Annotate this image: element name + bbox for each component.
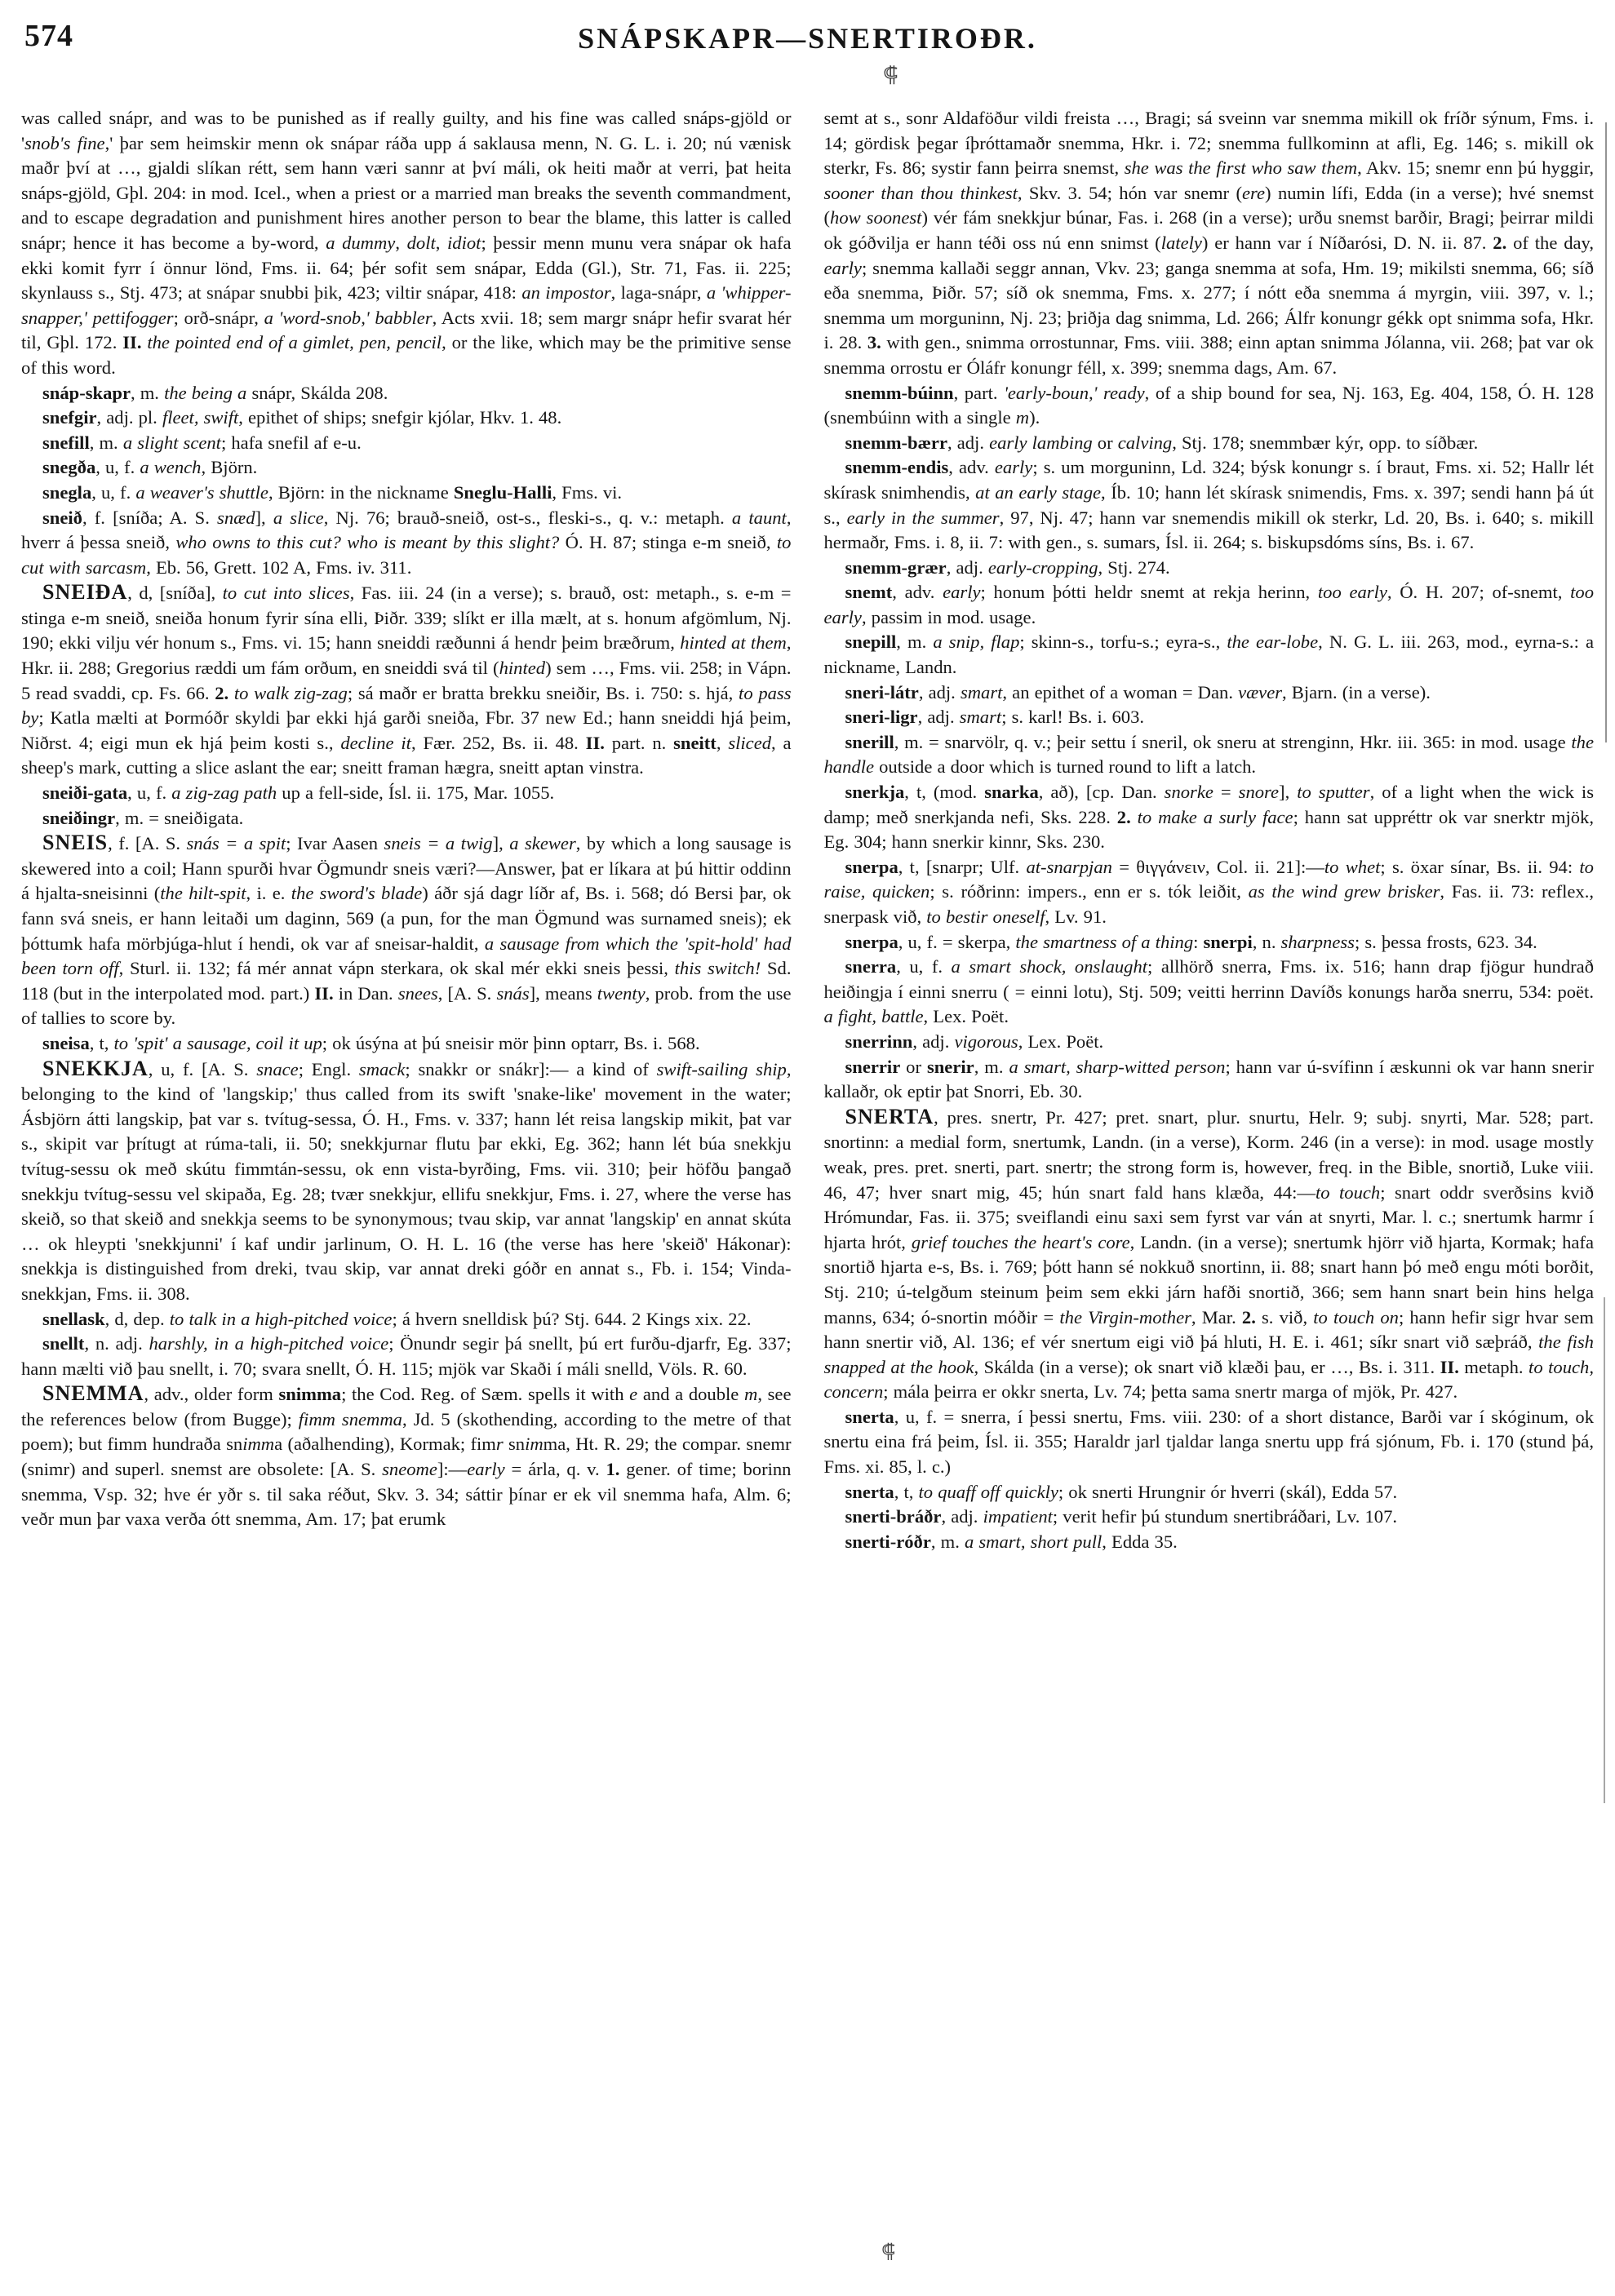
dictionary-entry: SNEMMA, adv., older form snimma; the Cod. Reg. of Sæm. spells it with e and a double m, see the references below (from Bugge); fimm snemma, Jd. 5 (skothending, according to the metre of that poem); but fimm hundraða snimma (aðalhending), Kormak; fimr snimma, Ht. R. 29; the compar. snemr (snimr) and superl. snemst are obsolete: [A. S. sneome]:—early = árla, q. v. 1. gener. of time; borinn snemma, Vsp. 32; hve ér yðr s. til saka réðut, Skv. 3. 34; sáttir þínar er ek vil snemma hafa, Alm. 6; veðr mun þar vaxa verða ótt snemma, Am. 17; þat erumk [21, 1381, 792, 1530]
dictionary-entry: sneið, f. [sníða; A. S. snæd], a slice, Nj. 76; brauð-sneið, ost-s., fleski-s., q. v.: metaph. a taunt, hverr á þessa sneið, who owns to this cut? who is meant by this slight? Ó. H. 87; stinga e-m sneið, to cut with sarcasm, Eb. 56, Grett. 102 A, Fms. iv. 311. [21, 507, 792, 578]
dictionary-entry: snegða, u, f. a wench, Björn. [42, 457, 258, 478]
dictionary-entry: snáp-skapr, m. the being a snápr, Skálda 208. [42, 382, 388, 403]
dictionary-entry: snerill, m. = snarvölr, q. v.; þeir settu í sneril, ok sneru at strenginn, Hkr. iii. 365: in mod. usage the handle outside a door which is turned round to lift a latch. [823, 731, 1594, 778]
dictionary-entry: snerrir or snerir, m. a smart, sharp-witted person; hann var ú-svífinn í æskunni ok var hann snerir kallaðr, ok eptir þat Snorri, Eb. 30. [823, 1056, 1594, 1102]
dictionary-entry: sneri-látr, adj. smart, an epithet of a woman = Dan. væver, Bjarn. (in a verse). [845, 681, 1431, 703]
dictionary-entry: snerta, t, to quaff off quickly; ok snerti Hrungnir ór hverri (skál), Edda 57. [845, 1481, 1398, 1502]
dictionary-entry: sneiðingr, m. = sneiðigata. [42, 807, 244, 828]
dictionary-columns [0, 106, 1615, 1554]
scan-edge-line [1604, 1297, 1605, 1803]
dictionary-entry: snerrinn, adj. vigorous, Lex. Poët. [845, 1031, 1104, 1052]
page-title: SNÁPSKAPR—SNERTIROÐR. [578, 22, 1037, 55]
dictionary-entry: was called snápr, and was to be punished as if really guilty, and his fine was called snáps-gjöld or 'snob's fine,' þar sem heimskir menn ok snápar ráða upp á saklausa menn, N. G. L. i. 20; nú vænisk maðr því at …, gjaldi slíkan rétt, sem hann væri sannr at því máli, ok heiti maðr at verri, þat heita snáps-gjöld, Gþl. 204: in mod. Icel., when a priest or a married man breaks the seventh commandment, and to escape degradation and punishment hires another person to bear the blame, this latter is called snápr; hence it has become a by-word, a dummy, dolt, idiot; þessir menn munu vera snápar ok hafa ekki komit fyrr í önnur lönd, Fms. ii. 64; þér sofit sem snápar, Edda (Gl.), Str. 71, Fas. ii. 225; skynlauss s., Stj. 473; at snápar snubbi þik, 423; viltir snápar, 418: an impostor, laga-snápr, a 'whipper-snapper,' pettifogger; orð-snápr, a 'word-snob,' babbler, Acts xvii. 18; sem margr snápr hefir svarat hér til, Gþl. 172. II. the pointed end of a gimlet, pen, pencil, or the like, which may be the primitive sense of this word. [21, 108, 792, 378]
dictionary-entry: snerti-bráðr, adj. impatient; verit hefir þú stundum snertibráðari, Lv. 107. [845, 1506, 1398, 1527]
dictionary-entry: snellask, d, dep. to talk in a high-pitched voice; á hvern snelldisk þú? Stj. 644. 2 Kings xix. 22. [42, 1308, 752, 1329]
dictionary-entry: snellt, n. adj. harshly, in a high-pitched voice; Önundr segir þá snellt, þú ert furðu-djarfr, Eg. 337; hann mælti við þau snellt, i. 70; svara snellt, Ó. H. 115; mjök var Skaði í máli snelld, Völs. R. 60. [21, 1333, 792, 1379]
dictionary-entry: snerra, u, f. a smart shock, onslaught; allhörð snerra, Fms. ix. 516; hann drap fjögur hundrað heiðingja í einni snerru ( = einni lotu), Stj. 509; veitti herrinn Davíðs konungs harða snerru, 534: poët. a fight, battle, Lex. Poët. [823, 956, 1595, 1027]
dictionary-entry: snerti-róðr, m. a smart, short pull, Edda 35. [845, 1531, 1178, 1552]
page-header [0, 0, 1615, 106]
dictionary-entry: SNEIS, f. [A. S. snás = a spit; Ivar Aasen sneis = a twig], a skewer, by which a long sausage is skewered into a coil; Hann spurði hvar Ögmundr sneis væri?—Answer, þat er líkara at þú hittir oddinn á hjalta-sneisinni (the hilt-spit, i. e. the sword's blade) áðr sjá dagr líðr af, Bs. i. 568; dó Bersi þar, ok fann svá sneis, er hann leitaði um daginn, 569 (a pun, for the man Ögmund was surnamed sneis); ek þóttumk hafa mörbjúga-hlut í hendi, ok var af sneisar-haldit, a sausage from which the 'spit-hold' had been torn off, Sturl. ii. 132; fá mér annat vápn sterkara, ok skal mér ekki sneis þessi, this switch! Sd. 118 (but in the interpolated mod. part.) II. in Dan. snees, [A. S. snás], means twenty, prob. from the use of tallies to score by. [21, 831, 792, 1029]
page-number: 574 [24, 19, 73, 53]
dictionary-entry: sneisa, t, to 'spit' a sausage, coil it up; ok úsýna at þú sneisir mör þinn optarr, Bs. i. 568. [42, 1032, 700, 1053]
dictionary-entry: snemm-grær, adj. early-cropping, Stj. 274. [845, 556, 1170, 578]
dictionary-entry: snefill, m. a slight scent; hafa snefil af e-u. [42, 432, 362, 453]
dictionary-entry: SNERTA, pres. snertr, Pr. 427; pret. snart, plur. snurtu, Helr. 9; subj. snyrti, Mar. 528; part. snortinn: a medial form, snertumk, Landn. (in a verse), Korm. 246 (in a verse): in mod. usage mostly weak, pres. pret. snerti, part. snertr; the strong form is, however, freq. in the Bible, snortið, Luke viii. 46, 47; hver snart mig, 45; hún snart fald hans klæða, 44:—to touch; snart oddr sverðsins kvið Hrómundar, Fas. ii. 375; sveiflandi einu saxi sem fyrst var ván at snyrti, Mar. l. c.; snertumk harmr í hjarta hrót, grief touches the heart's core, Landn. (in a verse); snertumk hjörr við hjarta, Kormak; hafa snortið hjarta e-s, Bs. i. 769; þótt hann sé nokkuð snortinn, ii. 88; snart hann þó með engu móti borðit, Stj. 210; ú-telgðum steinum þeim sem ekki járn hafði snortið, 366; sem hann snart bein hins helga manns, 634; ó-snortin móðir = the Virgin-mother, Mar. 2. s. við, to touch on; hann hefir sigr hvar sem hann snertir við, Al. 136; ef vér snertum eigi við þá hluti, H. E. i. 461; síkr snart við sæþráð, the fish snapped at the hook, Skálda (in a verse); ok snart við klæði þau, er …, Bs. i. 311. II. metaph. to touch, concern; mála þeirra er okkr snerta, Lv. 74; þetta sama snertr marga of mjök, Pr. 427. [823, 1104, 1595, 1403]
dictionary-entry: snefgir, adj. pl. fleet, swift, epithet of ships; snefgir kjólar, Hkv. 1. 48. [42, 407, 562, 428]
dictionary-entry: snemm-búinn, part. 'early-boun,' ready, of a ship bound for sea, Nj. 163, Eg. 404, 158, Ó. H. 128 (snembúinn with a single m). [823, 382, 1594, 428]
scan-edge-line [1605, 122, 1607, 742]
dictionary-entry: snepill, m. a snip, flap; skinn-s., torfu-s.; eyra-s., the ear-lobe, N. G. L. iii. 263, mod., eyrna-s.: a nickname, Landn. [823, 632, 1594, 678]
left-column [21, 106, 792, 1554]
dictionary-entry: snemt, adv. early; honum þótti heldr snemt at rekja herinn, too early, Ó. H. 207; of-snemt, too early, passim in mod. usage. [823, 582, 1595, 627]
scan-artifact-mark: ⸿ [881, 2241, 896, 2263]
dictionary-entry: snemm-endis, adv. early; s. um morguninn, Ld. 324; býsk konungr s. í braut, Fms. xi. 52; Hallr lét skírask snimhendis, at an early stage, Íb. 10; hann lét skírask snimendis, Fms. x. 397; sendi hann þá út s., early in the summer, 97, Nj. 47; hann var snemendis mikill ok sterkr, Ld. 20, Bs. i. 640; s. mikill hermaðr, Fms. i. 8, ii. 7: with gen., s. sumars, Ísl. ii. 264; s. biskupsdóms síns, Bs. i. 67. [823, 457, 1594, 553]
dictionary-entry: snerpa, u, f. = skerpa, the smartness of a thing: snerpi, n. sharpness; s. þessa frosts, 623. 34. [845, 931, 1537, 952]
dictionary-entry: sneri-ligr, adj. smart; s. karl! Bs. i. 603. [845, 707, 1145, 728]
dictionary-entry: snerta, u, f. = snerra, í þessi snertu, Fms. viii. 230: of a short distance, Barði var í skóginum, ok snertu eina frá þeim, Ísl. ii. 355; Haraldr jarl tjaldar langa snertu upp frá sjónum, Fb. i. 170 (stund þá, Fms. xi. 85, l. c.) [823, 1406, 1594, 1478]
dictionary-entry: snemm-bærr, adj. early lambing or calving, Stj. 178; snemmbær kýr, opp. to síðbær. [845, 432, 1479, 453]
dictionary-entry: SNEKKJA, u, f. [A. S. snace; Engl. smack; snakkr or snákr]:— a kind of swift-sailing ship, belonging to the kind of 'langskip;' thus called from its swift 'snake-like' movement in the water; Ásbjörn átti langskip, þat var s. tvítug-sessa, Ó. H., Fms. v. 337; hann lét reisa langskip mikit, þat var s., skipit var þrítugt at rúma-tali, ii. 50; snekkjurnar flutu þar ekki, Eg. 362; hann lét búa snekkju tvítug-sessu ok með skútu fimmtán-sessu, ok enn vista-byrðing, Fms. vii. 310; þeir höfðu þangað snekkju tvítug-sessu vel skipaða, Eg. 28; tvær snekkjur, ellifu snekkjur, Fms. i. 27, where the verse has skeið, so that skeið and snekkja seems to be synonymous; tvau skip, var annat 'langskip' en annat skúta … ok hleypti 'snekkjunni' í kaf undir jarlinum, O. H. L. 16 (the verse has here 'skeið' Hákonar): snekkja is distinguished from dreki, tvau skip, var annat dreki góðr en annat s., Fb. i. 154; Vinda-snekkjan, Fms. ii. 308. [21, 1056, 792, 1304]
dictionary-entry: SNEIÐA, d, [sníða], to cut into slices, Fas. iii. 24 (in a verse); s. brauð, ost: metaph., s. e-m = stinga e-m sneið, sneiða honum fyrir sína elli, Þiðr. 339; slíkt er illa mælt, at s. honum afgömlum, Nj. 190; ekki vilju vér honum s., Fms. vi. 15; hann sneiddi ræðunni á hendr þeim bræðrum, hinted at them, Hkr. ii. 288; Gregorius ræddi um fám orðum, en sneiddi svá til (hinted) sem …, Fms. vii. 258; in Vápn. 5 read svaddi, cp. Fs. 66. 2. to walk zig-zag; sá maðr er bratta brekku sneiðir, Bs. i. 750: s. hjá, to pass by; Katla mælti at Þormóðr skyldi þar ekki hjá garði sneiða, Fbr. 37 new Ed.; hann sneiddi hjá þeim, Niðrst. 4; eigi mun ek hjá þeim kosti s., decline it, Fær. 252, Bs. ii. 48. II. part. n. sneitt, sliced, a sheep's mark, cutting a slice aslant the ear; sneitt framan hægra, sneitt aptan vinstra. [21, 580, 792, 778]
dictionary-entry: semt at s., sonr Aldaföður vildi freista …, Bragi; sá sveinn var snemma mikill ok fríðr sýnum, Fms. i. 14; gördisk þegar íþróttamaðr snemma, Hkr. i. 72; snemma fullkominn at afli, Eg. 146; s. mikill ok sterkr, Fs. 86; systir fann þeirra snemst, she was the first who saw them, Akv. 15; snemr enn þú hyggir, sooner than thou thinkest, Skv. 3. 54; hón var snemr (ere) numin lífi, Edda (in a verse); hvé snemst (how soonest) vér fám snekkjur búnar, Fas. i. 268 (in a verse); urðu snemst barðir, Bragi; þeirrar mildi ok góðvilja er hann téði oss nú enn snimst (lately) er hann var í Níðarósi, D. N. ii. 87. 2. of the day, early; snemma kallaði seggr annan, Vkv. 23; ganga snemma at sofa, Hm. 19; mikilsti snemma, 66; síð eða snemma, Þiðr. 57; síð ok snemma, Fms. x. 277; í nótt eða snemma á myrgin, viii. 397, v. l.; snemma um morguninn, Nj. 23; þriðja dag snimma, Ld. 266; Álfr konungr gékk opt snimma sofa, Hkr. i. 28. 3. with gen., snimma orrostunnar, Fms. viii. 388; einn aptan snimma Jólanna, vii. 268; þat var ok snemma orrostu er Óláfr konungr féll, x. 399; snemma dags, Am. 67. [823, 108, 1595, 378]
dictionary-entry: snegla, u, f. a weaver's shuttle, Björn: in the nickname Sneglu-Halli, Fms. vi. [42, 481, 623, 503]
dictionary-entry: sneiði-gata, u, f. a zig-zag path up a fell-side, Ísl. ii. 175, Mar. 1055. [42, 782, 555, 804]
dictionary-entry: snerpa, t, [snarpr; Ulf. at-snarpjan = θιγγάνειν, Col. ii. 21]:—to whet; s. öxar sínar, Bs. ii. 94: to raise, quicken; s. róðrinn: impers., enn er s. tók leiðit, as the wind grew brisker, Fas. ii. 73: reflex., snerpask við, to bestir oneself, Lv. 91. [823, 856, 1594, 927]
right-column [824, 106, 1595, 1554]
scan-artifact-mark: ⸿ [883, 63, 898, 86]
dictionary-entry: snerkja, t, (mod. snarka, að), [cp. Dan. snorke = snore], to sputter, of a light when the wick is damp; með snerkjanda nefi, Sks. 228. 2. to make a surly face; hann sat uppréttr ok var snerktr mjök, Eg. 304; hann snerkir kinnr, Sks. 230. [823, 782, 1594, 853]
